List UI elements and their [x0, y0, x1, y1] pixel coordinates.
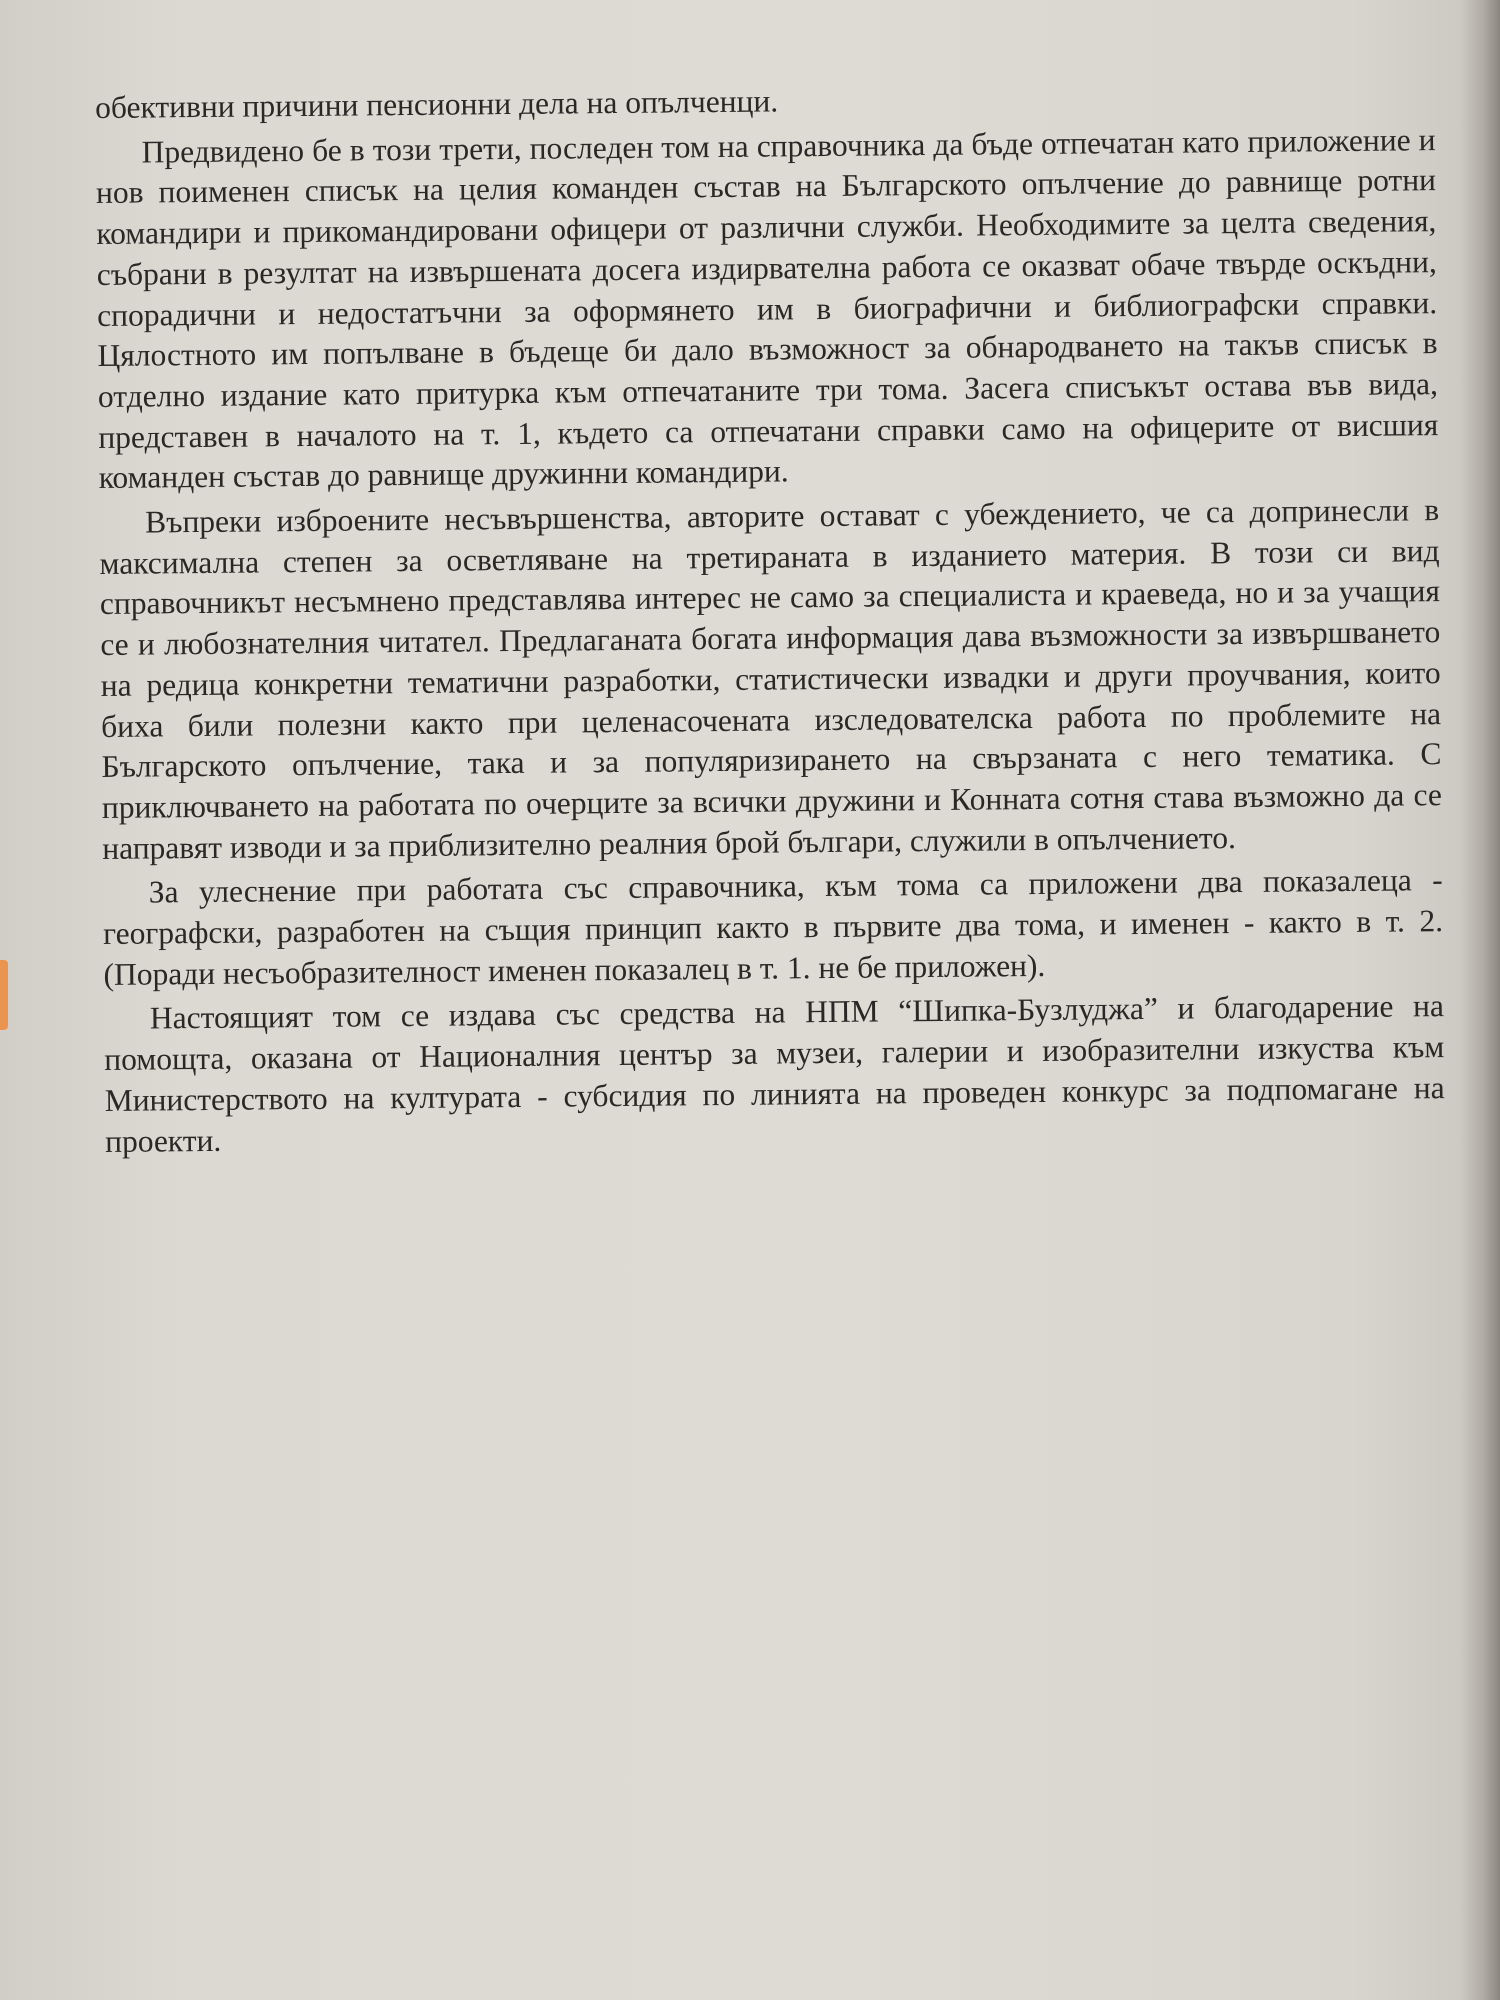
body-text: [95, 75, 1445, 1166]
paragraph-planned-appendix: Предвидено бе в този трети, последен том на справочника да бъде отпечатан като приложение и нов поименен списък на целия команден състав на Българското опълчение до равнище ротни командири и прикомандировани офицери от различни служби. Необходимите за целта сведения, събрани в резултат на извършената досега издирвателна работа се оказват обаче твърде оскъдни, спорадични и недостатъчни за оформянето им в биографични и библиографски справки. Цялостното им попълване в бъдеще би дало възможност за обнародването на такъв списък в отделно издание като притурка към отпечатаните три тома. Засега списъкът остава във вида, представен в началото на т. 1, където са отпечатани справки само на офицерите от висшия команден състав до равнище дружинни командири.: [95, 121, 1439, 496]
paragraph-continuation: обективни причини пенсионни дела на опълченци.: [95, 83, 779, 125]
paragraph-indexes: За улеснение при работата със справочника, към тома са приложени два показалеца - географски, разработен на същия принцип както в първите два тома, и именен - както в т. 2. (Поради несъобразителност именен показалец в т. 1. не бе приложен).: [102, 862, 1444, 992]
page-gutter-shadow: [1460, 0, 1500, 2000]
paragraph-funding: Настоящият том се издава със средства на НПМ “Шипка-Бузлуджа” и благодарение на помощта, оказана от Националния център за музеи, галерии и изобразителни изкуства към Министерството на културата - субсидия по линията на проведен конкурс за подпомагане на проекти.: [104, 988, 1445, 1159]
bookmark-tab: [0, 960, 8, 1030]
paragraph-despite-imperfections: Въпреки изброените несъвършенства, авторите остават с убеждението, че са допринесли в максимална степен за осветляване на третираната в изданието материя. В този си вид справочникът несъмнено представлява интерес не само за специалиста и краеведа, но и за учащия се и любознателния читател. Предлаганата богата информация дава възможности за извършването на редица конкретни тематични разработки, статистически извадки и други проучвания, които биха били полезни както при целенасочената изследователска работа по проблемите на Българското опълчение, така и за популяризирането на свързаната с него тематика. С приключването на работата по очерците за всички дружини и Конната сотня става възможно да се направят изводи и за приблизително реалния брой българи, служили в опълчението.: [99, 492, 1443, 866]
